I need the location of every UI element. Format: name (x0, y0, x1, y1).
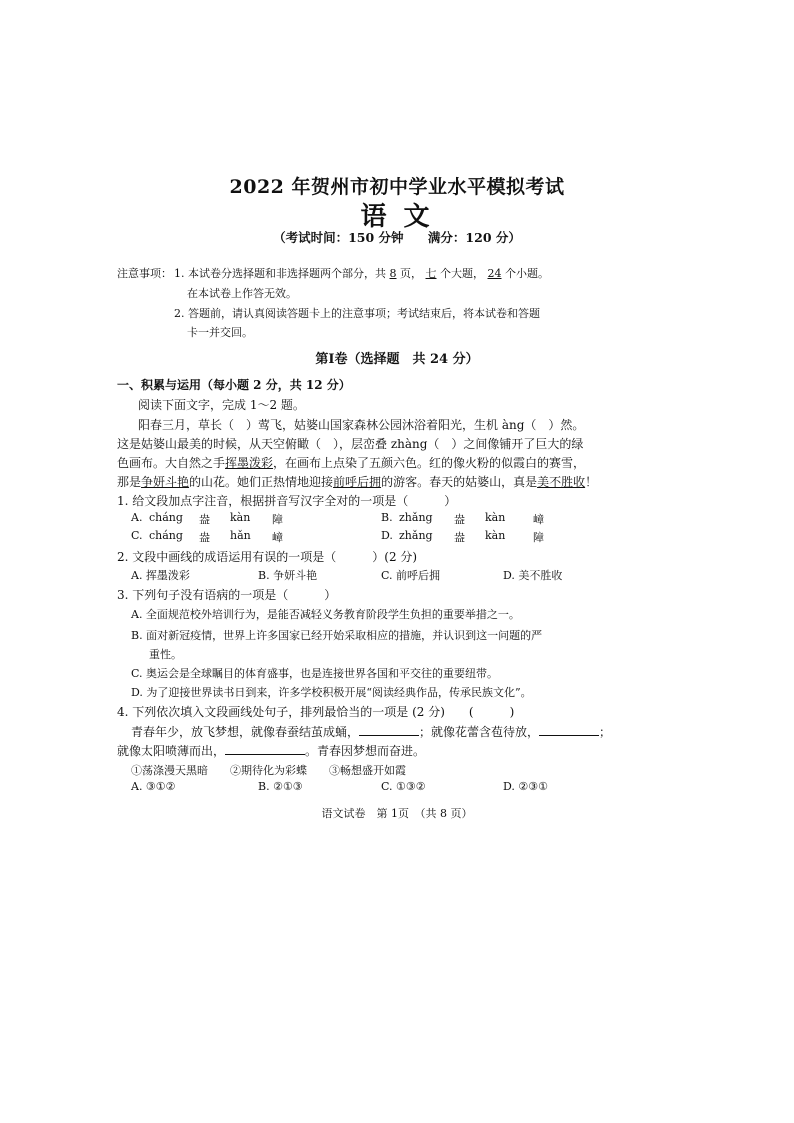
idiom-4: 美不胜收 (537, 475, 586, 489)
q4-option-c: C. ①③② (381, 780, 426, 793)
exam-time: （考试时间：150 分钟 (273, 230, 404, 245)
idiom-3: 前呼后拥 (333, 475, 382, 489)
q4-s2a: 就像太阳喷薄而出， (117, 744, 226, 758)
q2-option-b: B. 争妍斗艳 (258, 569, 318, 582)
passage-3b: ，在画布上点染了五颜六色。红的像火粉的似霞白的赛雪， (273, 456, 586, 470)
q1-b-4: 嶂 (533, 513, 544, 526)
q4-s1b: ；就像花蕾含苞待放， (419, 725, 540, 739)
note-1-text-d: 个小题。 (505, 267, 549, 280)
q4-stem: 4. 下列依次填入文段画线处句子，排列最恰当的一项是 (2 分) ( ) (117, 705, 515, 719)
q1-c-label: C. (131, 529, 143, 542)
q1-b-1: zhǎng (399, 511, 433, 524)
note-1-text-c: 个大题， (440, 267, 484, 280)
passage-4d: ！ (585, 475, 598, 489)
idiom-2: 争妍斗艳 (141, 475, 190, 489)
q1-c-2: 盎 (199, 531, 210, 544)
q4-option-d: D. ②③① (503, 780, 549, 793)
q4-s1a: 青春年少，放飞梦想，就像春蚕结茧成蛹， (131, 725, 360, 739)
note-1 (174, 265, 549, 281)
q3-stem: 3. 下列句子没有语病的一项是（ ） (117, 588, 337, 602)
q4-blank-3 (225, 742, 305, 755)
passage-line-3 (117, 454, 585, 471)
q1-b-3: kàn (485, 511, 506, 524)
q1-c-1: cháng (149, 529, 183, 542)
q2-stem: 2. 文段中画线的成语运用有误的一项是（ ）(2 分) (117, 550, 418, 564)
notes-label: 注意事项： (117, 267, 172, 280)
q2-option-d: D. 美不胜收 (503, 569, 563, 582)
q1-b-label: B. (381, 511, 393, 524)
note-1-questions: 24 (487, 267, 502, 280)
q1-a-1: cháng (149, 511, 183, 524)
q1-a-4: 障 (272, 513, 283, 526)
exam-title: 2022 年贺州市初中学业水平模拟考试 (229, 176, 565, 198)
q3-option-b-cont: 重性。 (149, 648, 182, 661)
page-footer: 语文试卷 第 1页 （共 8 页） (321, 807, 473, 820)
q3-option-b: B. 面对新冠疫情，世界上许多国家已经开始采取相应的措施，并认识到这一问题的严 (131, 629, 543, 642)
q4-option-b: B. ②①③ (258, 780, 303, 793)
q1-stem: 1. 给文段加点字注音，根据拼音写汉字全对的一项是（ ） (117, 494, 457, 508)
section1-intro: 阅读下面文字，完成 1～2 题。 (138, 398, 305, 412)
passage-4a: 那是 (117, 475, 142, 489)
q4-blank-1 (359, 723, 419, 736)
q3-option-d: D. 为了迎接世界读书日到来，许多学校积极开展“阅读经典作品，传承民族文化”。 (131, 686, 532, 699)
passage-4b: 的山花。她们正热情地迎接 (189, 475, 334, 489)
q1-d-1: zhǎng (399, 529, 433, 542)
note-1-sections: 七 (425, 267, 437, 280)
part1-title: 第Ⅰ卷（选择题 共 24 分） (315, 352, 479, 367)
q1-d-3: kàn (485, 529, 506, 542)
q3-option-c: C. 奥运会是全球瞩目的体育盛事，也是连接世界各国和平交往的重要纽带。 (131, 667, 499, 680)
note-1-pages: 8 (389, 267, 397, 280)
q3-option-a: A. 全面规范校外培训行为，是能否减轻义务教育阶段学生负担的重要举措之一。 (131, 608, 520, 621)
q1-c-3: hǎn (230, 529, 251, 542)
q1-d-2: 盎 (454, 531, 465, 544)
q4-blank-2 (539, 723, 599, 736)
exam-info (0, 228, 794, 246)
idiom-1: 挥墨泼彩 (225, 456, 274, 470)
passage-4c: 的游客。春天的姑婆山，真是 (381, 475, 538, 489)
q1-b-2: 盎 (454, 513, 465, 526)
note-1-text-a: 1. 本试卷分选择题和非选择题两个部分，共 (174, 267, 386, 280)
q2-option-a: A. 挥墨泼彩 (131, 569, 190, 582)
q4-s2b: 。青春因梦想而奋进。 (305, 744, 426, 758)
note-2: 2. 答题前，请认真阅读答题卡上的注意事项；考试结束后，将本试卷和答题 (174, 307, 540, 320)
passage-line-1: 阳春三月，草长（ ）莺飞，姑婆山国家森林公园沐浴着阳光，生机 àng（ ）然。 (138, 418, 585, 432)
q1-c-4: 嶂 (272, 531, 283, 544)
section1-title: 一、积累与运用（每小题 2 分，共 12 分） (117, 378, 351, 392)
q4-sentence-1 (131, 723, 611, 740)
note-1-text-b: 页， (400, 267, 422, 280)
note-1-cont: 在本试卷上作答无效。 (187, 287, 297, 300)
q1-a-2: 盎 (199, 513, 210, 526)
passage-line-4 (117, 473, 597, 490)
q4-s1c: ； (599, 725, 612, 739)
q1-d-label: D. (381, 529, 393, 542)
note-2-cont: 卡一并交回。 (187, 326, 253, 339)
passage-line-2: 这是姑婆山最美的时候，从天空俯瞰（ ），层峦叠 zhàng（ ）之间像铺开了巨大的绿 (117, 437, 584, 451)
q4-sentence-2 (117, 742, 425, 759)
q1-a-3: kàn (230, 511, 251, 524)
q4-option-a: A. ③①② (131, 780, 176, 793)
q1-a-label: A. (131, 511, 143, 524)
q4-items: ①荡涤漫天黑暗 ②期待化为彩蝶 ③畅想盛开如霞 (131, 764, 406, 777)
passage-3a: 色画布。大自然之手 (117, 456, 226, 470)
q2-option-c: C. 前呼后拥 (381, 569, 441, 582)
q1-d-4: 障 (533, 531, 544, 544)
exam-score: 满分：120 分） (427, 230, 521, 245)
exam-subject: 语 文 (360, 202, 434, 232)
